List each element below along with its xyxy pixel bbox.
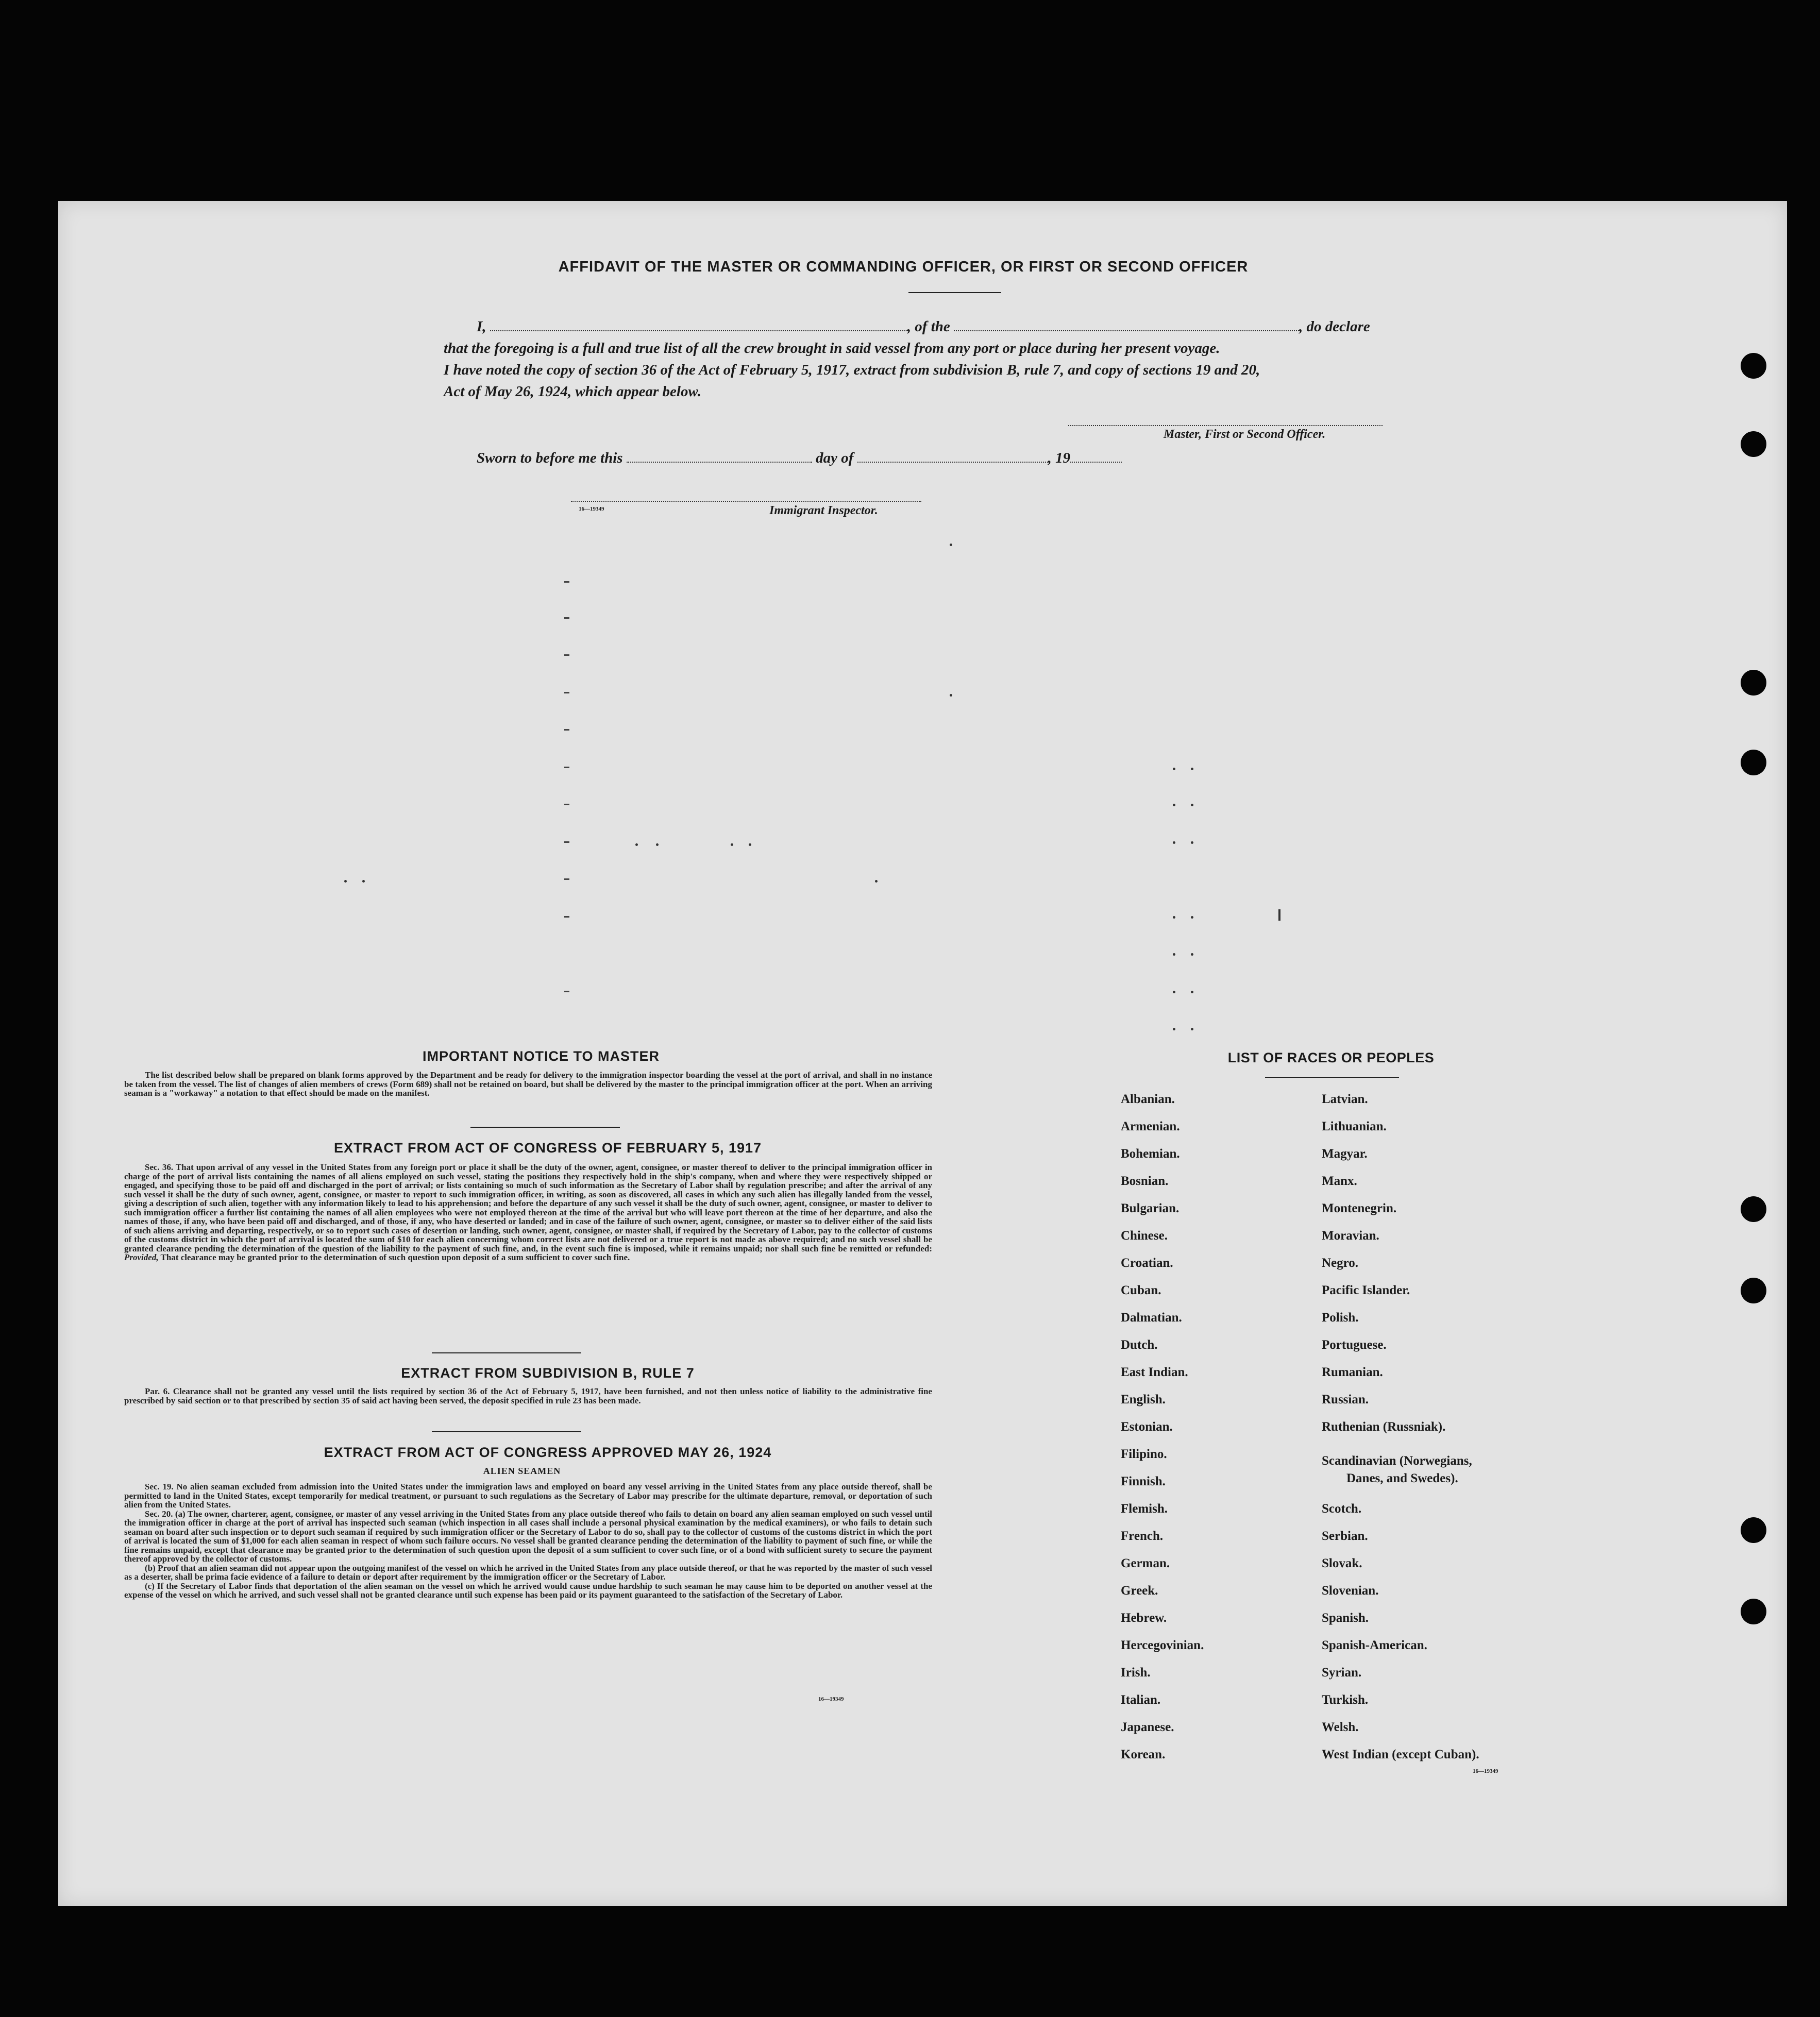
scan-mark: [564, 878, 569, 880]
name-blank: [490, 321, 907, 331]
notice-text: [124, 1071, 932, 1098]
sworn-day-of: day of: [816, 450, 854, 466]
binder-hole: [1741, 353, 1766, 379]
scan-mark: [1173, 804, 1175, 806]
sec19-label: Sec. 19.: [145, 1482, 174, 1491]
sec20b-paragraph: (b) Proof that an alien seaman did not appear upon the outgoing manifest of the vessel on which he arrived in the United States from any place outside thereof, or that he was reported by the master of such vessel as a deserter, shall be prima facie evidence of a failure to detain or deport after requirement by the immigration officer or the Secretary of Labor.: [124, 1563, 932, 1582]
scan-mark: [731, 843, 733, 846]
affidavit-form-number: 16—19349: [579, 506, 604, 512]
provided-word: Provided,: [124, 1252, 159, 1262]
race-item: Manx.: [1322, 1174, 1357, 1188]
races-form-number: 16—19349: [1473, 1768, 1498, 1774]
race-item: Rumanian.: [1322, 1365, 1383, 1379]
race-item: Japanese.: [1121, 1720, 1174, 1734]
inspector-caption: Immigrant Inspector.: [769, 504, 878, 517]
section-divider: [432, 1352, 581, 1353]
sworn-text: Sworn to before me this: [477, 450, 623, 466]
race-item: Scandinavian (Norwegians,: [1322, 1454, 1472, 1468]
binder-hole: [1741, 670, 1766, 696]
alien-seamen-subtitle: ALIEN SEAMEN: [483, 1466, 561, 1476]
race-item: Serbian.: [1322, 1529, 1368, 1543]
race-item: Italian.: [1121, 1693, 1161, 1707]
scan-mark: [1191, 804, 1193, 806]
section-divider: [470, 1127, 620, 1128]
race-item: Ruthenian (Russniak).: [1322, 1420, 1446, 1434]
scan-mark: [564, 916, 569, 918]
sworn-year: , 19: [1048, 450, 1071, 466]
scan-mark: [635, 843, 638, 846]
race-item: Bosnian.: [1121, 1174, 1169, 1188]
sec19-paragraph: [124, 1482, 932, 1510]
scan-mark: [1173, 841, 1175, 844]
scan-mark: [564, 654, 569, 656]
race-item: Latvian.: [1322, 1092, 1368, 1106]
section-divider: [432, 1431, 581, 1432]
affidavit-i: I,: [477, 318, 486, 335]
scan-mark: [362, 880, 365, 883]
race-item: English.: [1121, 1393, 1166, 1406]
race-item: Hebrew.: [1121, 1611, 1167, 1625]
extract-1924-title: EXTRACT FROM ACT OF CONGRESS APPROVED MAY 26, 1924: [324, 1445, 772, 1460]
scan-mark: [564, 991, 569, 992]
race-item: Spanish.: [1322, 1611, 1369, 1625]
extract-1917-title: EXTRACT FROM ACT OF CONGRESS OF FEBRUARY 5, 1917: [333, 1140, 762, 1156]
races-divider: [1265, 1077, 1399, 1078]
race-item: West Indian (except Cuban).: [1322, 1748, 1479, 1761]
master-signature-line: [1068, 425, 1383, 426]
extract-1917-paragraph: [124, 1163, 932, 1262]
race-item: Portuguese.: [1322, 1338, 1387, 1352]
race-item: Albanian.: [1121, 1092, 1175, 1106]
race-item: Armenian.: [1121, 1120, 1180, 1133]
scan-mark: [564, 692, 569, 693]
document-page: [58, 201, 1787, 1906]
affidavit-line-2: that the foregoing is a full and true list of all the crew brought in said vessel from any port or place during her present voyage.: [444, 340, 1220, 357]
race-item: Finnish.: [1121, 1474, 1166, 1488]
scan-mark: [1191, 916, 1193, 919]
binder-hole: [1741, 431, 1766, 457]
race-item: Filipino.: [1121, 1447, 1167, 1461]
affidavit-line-4: Act of May 26, 1924, which appear below.: [444, 383, 701, 400]
scan-mark: [344, 880, 347, 883]
race-item: Slovenian.: [1322, 1584, 1379, 1598]
extract-form-number: 16—19349: [818, 1696, 844, 1702]
sworn-line: [477, 450, 1122, 467]
extract-1917-text: [124, 1163, 932, 1262]
notice-paragraph: The list described below shall be prepared on blank forms approved by the Department and be ready for delivery to the immigration inspector boarding the vessel at the port of arrival, and shall in no instance be taken from the vessel. The list of changes of alien members of crews (Form 689) shall not be retained on board, but shall be delivered by the master to the principal immigration officer at the port. When an arriving seaman is a "workaway" a notation to that effect should be made on the manifest.: [124, 1070, 932, 1098]
sec36-label: Sec. 36.: [145, 1162, 174, 1172]
race-item: Spanish-American.: [1322, 1638, 1427, 1652]
scan-mark: [875, 880, 878, 883]
binder-hole: [1741, 1278, 1766, 1303]
race-item: Flemish.: [1121, 1502, 1168, 1516]
scan-mark: [1173, 916, 1175, 919]
scan-mark: [1173, 768, 1175, 770]
vessel-blank: [954, 321, 1299, 331]
sec36-text-end: That clearance may be granted prior to the determination of such question upon deposit of a sum sufficient to cover such fine.: [160, 1252, 630, 1262]
races-title: LIST OF RACES OR PEOPLES: [1227, 1050, 1435, 1065]
affidavit-line-1: [477, 318, 1370, 335]
title-divider: [908, 292, 1001, 293]
sec20-label: Sec. 20.: [145, 1508, 173, 1519]
scan-mark: [1173, 991, 1175, 993]
sworn-year-blank: [1070, 452, 1122, 463]
race-item: Cuban.: [1121, 1283, 1161, 1297]
race-item: Chinese.: [1121, 1229, 1168, 1243]
scan-mark: [749, 843, 751, 846]
binder-hole: [1741, 1517, 1766, 1543]
scan-mark: [950, 694, 952, 697]
race-item: Slovak.: [1322, 1556, 1362, 1570]
sec36-text: That upon arrival of any vessel in the United States from any foreign port or place it shall be the duty of the owner, agent, consignee, or master thereof to deliver to the principal immigration officer in charge of the port of arrival lists containing the names of all aliens employed on such vessel, stating the positions they respectively hold in the ship's company, when and where they were respectively shipped or engaged, and specifying those to be paid off and discharged in the port of arrival; or lists containing so much of such information as the Secretary of Labor shall by regulation prescribe; and after the arrival of any such vessel it shall be the duty of such owner, agent, consignee, or master to report to such immigration officer, in writing, as soon as discovered, all cases in which any such alien has illegally landed from the vessel, giving a description of such alien, together with any information likely to lead to his apprehension; and before the departure of any such vessel it shall be the duty of such owner, agent, consignee, or master to deliver to such immigration officer a further list containing the names of all alien employees who were not employed thereon at the time of the arrival but who will leave port thereon at the time of her departure, and also the names of those, if any, who have been paid off and discharged, and of those, if any, who have deserted or landed; and in case of the failure of such owner, agent, consignee, or master so to deliver either of the said lists of such aliens arriving and departing, respectively, or so to report such cases of desertion or landing, such owner, agent, consignee, or master shall, if required by the Secretary of Labor, pay to the collector of customs of the customs district in which the port of arrival is located the sum of $10 for each alien concerning whom correct lists are not delivered or a true report is not made as above required; and no such vessel shall be granted clearance pending the determination of the question of the liability to the payment of such fine, and, in the event such fine is imposed, while it remains unpaid; nor shall such fine be remitted or refunded:: [124, 1162, 932, 1253]
race-item: Korean.: [1121, 1748, 1166, 1761]
inspector-signature-line: [571, 501, 921, 502]
extract-rule7-title: EXTRACT FROM SUBDIVISION B, RULE 7: [401, 1365, 695, 1381]
race-item: Magyar.: [1322, 1147, 1368, 1161]
race-item: Scotch.: [1322, 1502, 1362, 1516]
binder-hole: [1741, 750, 1766, 775]
race-item: Pacific Islander.: [1322, 1283, 1410, 1297]
affidavit-of-the: , of the: [907, 318, 950, 335]
scan-mark: [564, 767, 569, 768]
sec20c-paragraph: (c) If the Secretary of Labor finds that deportation of the alien seaman on the vessel on which he arrived would cause undue hardship to such seaman he may cause him to be deported on another vessel at the expense of the vessel on which he arrived, and such vessel shall not be granted clearance until such expense has been paid or its payment guaranteed to the satisfaction of the Secretary of Labor.: [124, 1581, 932, 1600]
scan-mark: [564, 617, 569, 619]
race-item: Russian.: [1322, 1393, 1369, 1406]
race-item: Welsh.: [1322, 1720, 1359, 1734]
affidavit-title: AFFIDAVIT OF THE MASTER OR COMMANDING OFFICER, OR FIRST OR SECOND OFFICER: [558, 259, 1249, 275]
race-item: East Indian.: [1121, 1365, 1188, 1379]
race-item: French.: [1121, 1529, 1164, 1543]
affidavit-declare: , do declare: [1299, 318, 1370, 335]
scan-mark: [1191, 841, 1193, 844]
sworn-month-blank: [857, 452, 1048, 463]
master-caption: Master, First or Second Officer.: [1164, 428, 1326, 441]
race-item: Montenegrin.: [1322, 1201, 1397, 1215]
scan-mark: [656, 843, 659, 846]
scan-mark: [564, 804, 569, 805]
extract-rule7-paragraph: Par. 6. Clearance shall not be granted any vessel until the lists required by section 36 of the Act of February 5, 1917, have been furnished, and not then unless notice of liability to the administrative fine prescribed by said section or to that prescribed by section 35 of said act having been served, the deposit specified in rule 23 has been made.: [124, 1386, 932, 1405]
extract-1924-text: [124, 1482, 932, 1600]
binder-hole: [1741, 1196, 1766, 1222]
scan-mark: [564, 729, 569, 731]
race-item: Lithuanian.: [1322, 1120, 1387, 1133]
race-item: Polish.: [1322, 1311, 1359, 1325]
extract-rule7-text: [124, 1387, 932, 1405]
race-item: Estonian.: [1121, 1420, 1173, 1434]
scan-mark: [1191, 768, 1193, 770]
race-item: German.: [1121, 1556, 1170, 1570]
race-item: Croatian.: [1121, 1256, 1173, 1270]
sec20a-paragraph: [124, 1510, 932, 1564]
affidavit-line-3: I have noted the copy of section 36 of the Act of February 5, 1917, extract from subdivision B, rule 7, and copy of sections 19 and 20,: [444, 362, 1260, 378]
race-item-continuation: Danes, and Swedes).: [1346, 1471, 1458, 1485]
race-item: Hercegovinian.: [1121, 1638, 1204, 1652]
race-item: Turkish.: [1322, 1693, 1369, 1707]
scan-mark: [564, 581, 569, 583]
race-item: Dutch.: [1121, 1338, 1158, 1352]
scan-mark: [1191, 1028, 1193, 1030]
race-item: Negro.: [1322, 1256, 1359, 1270]
race-item: Irish.: [1121, 1666, 1151, 1680]
scan-mark: [1173, 953, 1175, 956]
sec20a-text: (a) The owner, charterer, agent, consignee, or master of any vessel arriving in the United States from any place outside thereof who fails to detain on board any alien seaman employed on such vessel until the immigration officer in charge at the port of arrival has inspected such seaman (which inspection in all cases shall include a personal physical examination by the medical examiners), or who fails to detain such seaman on board after such inspection or to deport such seaman if required by such immigration officer or the Secretary of Labor to do so, shall pay to the collector of customs of the customs district in which the port of arrival is located the sum of $1,000 for each alien seaman in respect of whom such failure occurs. No vessel shall be granted clearance pending the determination of the liability to payment of such fine, or while the fine remains unpaid, except that clearance may be granted prior to the determination of such question upon the deposit of a sum sufficient to cover such fine, or of a bond with sufficient surety to secure the payment thereof approved by the collector of customs.: [124, 1508, 933, 1564]
binder-hole: [1741, 1599, 1766, 1624]
scan-mark: [950, 544, 952, 546]
race-item: Syrian.: [1322, 1666, 1362, 1680]
race-item: Greek.: [1121, 1584, 1158, 1598]
notice-title: IMPORTANT NOTICE TO MASTER: [423, 1048, 660, 1064]
race-item: Bulgarian.: [1121, 1201, 1179, 1215]
scan-mark: [1191, 953, 1193, 956]
sec19-text: No alien seaman excluded from admission into the United States under the immigration laws and employed on board any vessel arriving in the United States from any place outside thereof, shall be permitted to land in the United States, except temporarily for medical treatment, or pursuant to such regulations as the Secretary of Labor may prescribe for the ultimate departure, removal, or deportation of such alien from the United States.: [124, 1482, 932, 1510]
sworn-day-blank: [627, 452, 812, 463]
race-item: Moravian.: [1322, 1229, 1379, 1243]
race-item: Dalmatian.: [1121, 1311, 1182, 1325]
scan-mark: [1191, 991, 1193, 993]
scan-mark: [564, 841, 569, 843]
race-item: Bohemian.: [1121, 1147, 1180, 1161]
scan-mark: [1278, 909, 1280, 921]
scan-mark: [1173, 1028, 1175, 1030]
